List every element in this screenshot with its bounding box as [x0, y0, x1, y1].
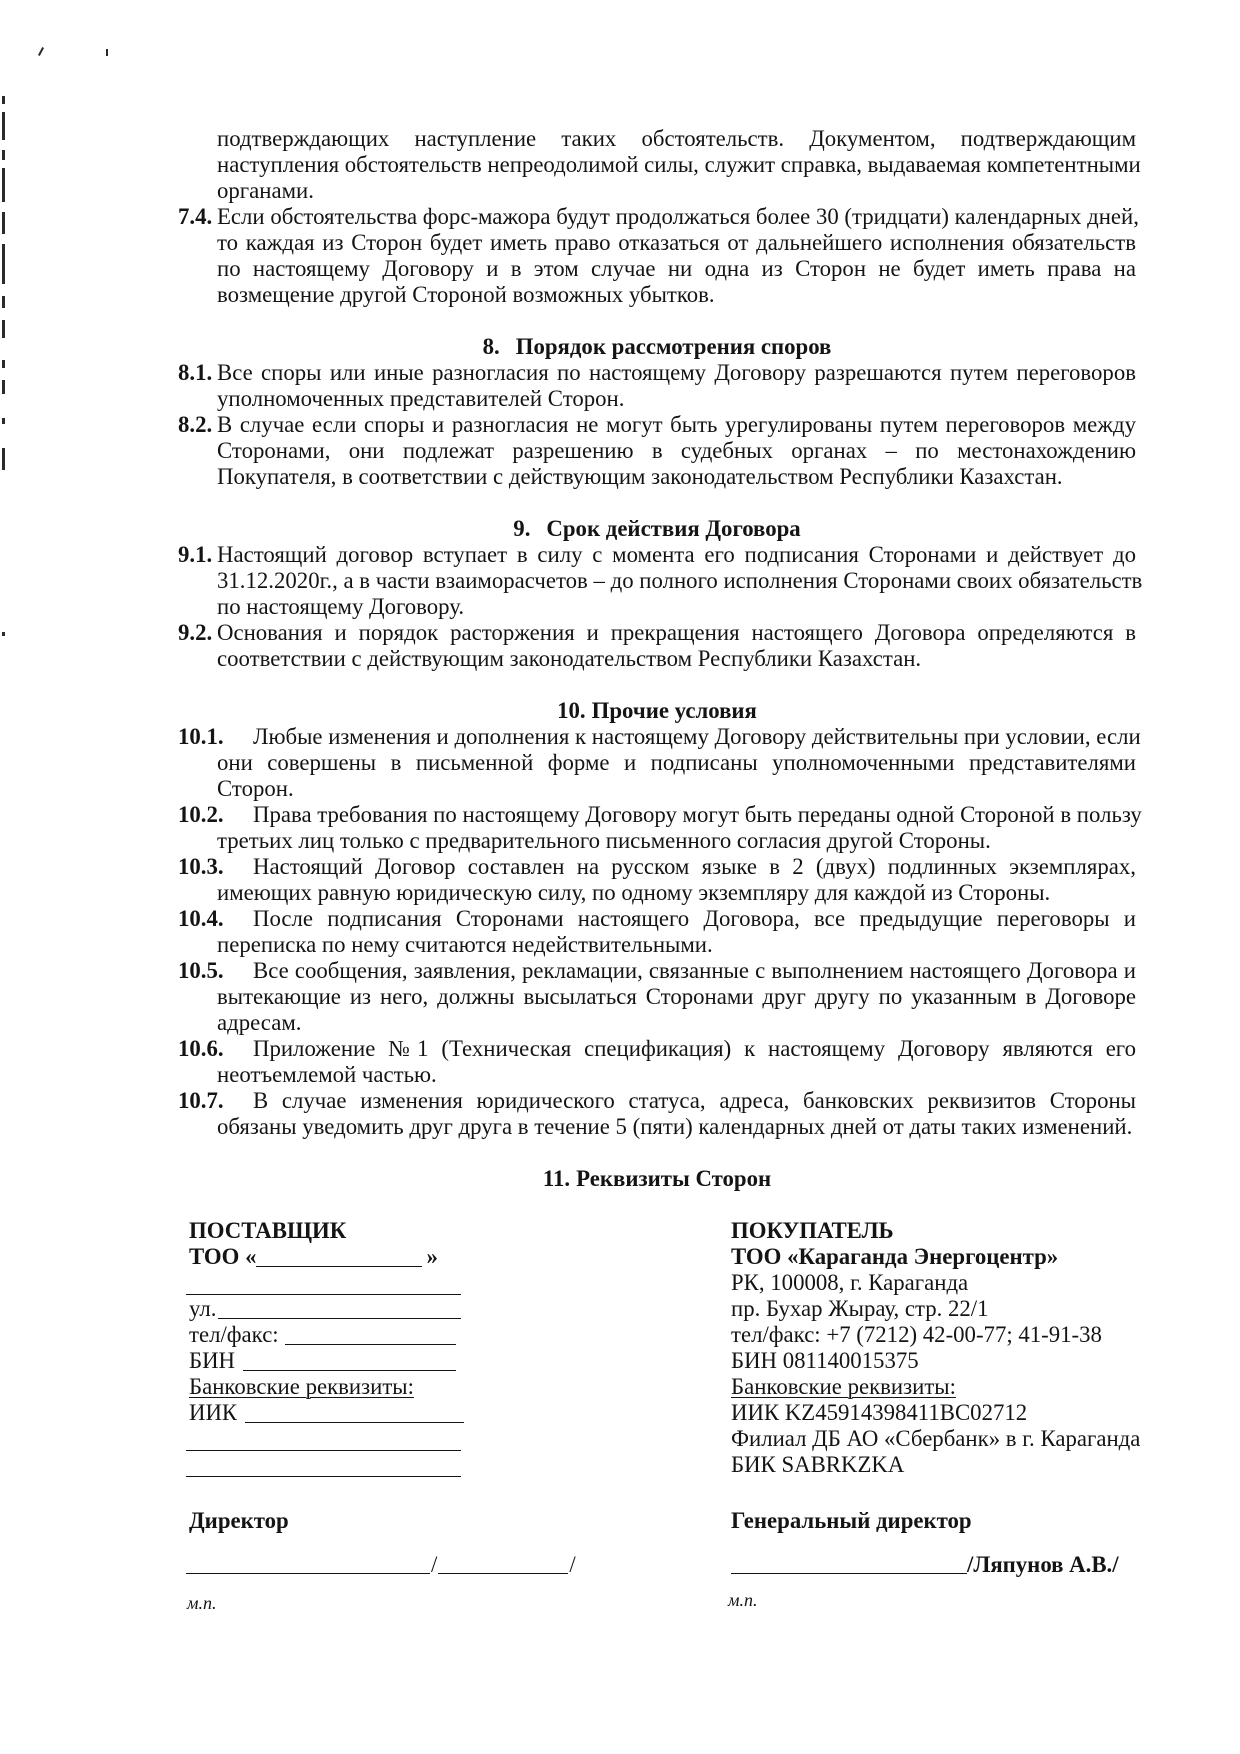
paragraph-line: 31.12.2020г., а в части взаиморасчетов – до полного исполнения Сторонами своих обязательств [217, 568, 1143, 593]
scan-mark [2, 112, 5, 140]
buyer-role: ПОКУПАТЕЛЬ [731, 1218, 894, 1243]
clause-8-2 [178, 412, 1136, 490]
supplier-signature-line [186, 1552, 577, 1578]
clause-number: 10.5. [178, 958, 224, 983]
buyer-signatory-name: /Ляпунов А.В./ [967, 1552, 1119, 1577]
scan-mark [2, 96, 5, 104]
blank-line [186, 1294, 461, 1295]
supplier-signatory-title: Директор [189, 1508, 289, 1533]
paragraph-line: подтверждающих наступление таких обстоятельств. Документом, подтверждающим [217, 126, 1136, 151]
paragraph-line: возмещение другой Стороной возможных убытков. [217, 282, 715, 307]
bin-label: БИН [189, 1348, 236, 1373]
section-heading-9 [178, 516, 1136, 542]
paragraph-line: Покупателя, в соответствии с действующим законодательством Республики Казахстан. [217, 464, 1063, 489]
buyer-signatory-title: Генеральный директор [731, 1508, 972, 1533]
scan-mark [2, 380, 5, 394]
paragraph-line: адресам. [217, 1010, 302, 1035]
section-heading-8 [178, 334, 1136, 360]
signature-slash: / [431, 1552, 438, 1577]
section-number: 11. [542, 1166, 571, 1191]
clause-number: 7.4. [178, 204, 213, 229]
clause-9-2 [178, 620, 1136, 672]
section-title: Реквизиты Сторон [576, 1166, 772, 1191]
paragraph-line: Основания и порядок расторжения и прекращения настоящего Договора определяются в [217, 620, 1136, 645]
supplier-company-row [189, 1244, 479, 1270]
section-heading-10 [178, 698, 1136, 724]
paragraph-line: соответствии с действующим законодательством Республики Казахстан. [217, 646, 922, 671]
signature-slash: / [569, 1552, 576, 1577]
phone-blank [285, 1328, 456, 1345]
bank-details-label: Банковские реквизиты: [731, 1374, 956, 1399]
scan-mark [2, 320, 5, 338]
buyer-company: ТОО «Караганда Энергоцентр» [731, 1244, 1059, 1269]
clause-number: 10.1. [178, 724, 224, 749]
buyer-address-line2: пр. Бухар Жырау, стр. 22/1 [731, 1296, 989, 1321]
paragraph-line: Настоящий Договор составлен на русском языке в 2 (двух) подлинных экземплярах, [253, 854, 1136, 879]
clause-number: 9.1. [178, 542, 213, 567]
paragraph-line: Приложение №1 (Техническая спецификация) к настоящему Договору являются его [253, 1036, 1136, 1061]
clause-number: 10.2. [178, 802, 224, 827]
paragraph-line: они совершены в письменной форме и подписаны уполномоченными представителями [217, 750, 1136, 775]
buyer-bank-name: Филиал ДБ АО «Сбербанк» в г. Караганда [731, 1426, 1141, 1451]
clause-10-3 [178, 854, 1136, 906]
iik-blank [245, 1406, 464, 1423]
section-title: Порядок рассмотрения споров [515, 334, 832, 359]
company-prefix: ТОО « [189, 1244, 257, 1269]
buyer-requisites [731, 1218, 1171, 1478]
street-blank [218, 1302, 461, 1319]
section-title: Срок действия Договора [546, 516, 801, 541]
buyer-phone: тел/факс: +7 (7212) 42-00-77; 41-91-38 [731, 1322, 1102, 1347]
clause-number: 10.7. [178, 1088, 224, 1113]
clause-10-1 [178, 724, 1141, 802]
street-label: ул. [189, 1296, 217, 1321]
paragraph-line: Любые изменения и дополнения к настоящему Договору действительны при условии, если [253, 724, 1141, 749]
section-heading-11 [178, 1166, 1136, 1192]
blank-line [186, 1476, 461, 1477]
clause-10-5 [178, 958, 1136, 1036]
clause-7-4 [178, 204, 1139, 308]
signature-blank [186, 1559, 430, 1574]
clause-number: 10.4. [178, 906, 224, 931]
paragraph-line: неотъемлемой частью. [217, 1062, 437, 1087]
scan-mark [38, 47, 44, 56]
buyer-iik: ИИК KZ45914398411BC02712 [731, 1400, 1028, 1425]
supplier-stamp-place: м.п. [187, 1593, 217, 1613]
buyer-bin: БИН 081140015375 [731, 1348, 919, 1373]
paragraph-line: В случае изменения юридического статуса, адреса, банковских реквизитов Стороны [253, 1088, 1136, 1113]
clause-number: 9.2. [178, 620, 213, 645]
paragraph-line: то каждая из Сторон будет иметь право отказаться от дальнейшего исполнения обязательств [217, 230, 1136, 255]
supplier-role: ПОСТАВЩИК [189, 1218, 347, 1243]
supplier-bin-row [189, 1348, 456, 1374]
signature-blank [731, 1559, 967, 1574]
clause-9-1 [178, 542, 1143, 620]
clause-8-1 [178, 360, 1136, 412]
name-blank [438, 1559, 568, 1574]
scan-mark [2, 296, 5, 308]
paragraph-line: После подписания Сторонами настоящего Договора, все предыдущие переговоры и [253, 906, 1136, 931]
iik-label: ИИК [189, 1400, 238, 1425]
paragraph-line: по настоящему Договору и в этом случае ни одна из Сторон не будет иметь права на [217, 256, 1136, 281]
section-number: 8. [482, 334, 500, 359]
paragraph-line: обязаны уведомить друг друга в течение 5 (пяти) календарных дней от даты таких изменений. [217, 1114, 1133, 1139]
paragraph-line: Все споры или иные разногласия по настоящему Договору разрешаются путем переговоров [217, 360, 1136, 385]
paragraph-line: В случае если споры и разногласия не могут быть урегулированы путем переговоров между [217, 412, 1136, 437]
supplier-phone-row [189, 1322, 456, 1348]
scan-mark [2, 632, 5, 636]
paragraph-line: Сторон. [217, 776, 294, 801]
contract-body [178, 126, 1143, 1192]
scan-mark [2, 418, 5, 424]
clause-10-2 [178, 802, 1142, 854]
buyer-signature-line [731, 1552, 1119, 1578]
scan-mark [2, 244, 5, 284]
scan-mark [2, 212, 5, 234]
paragraph-line: органами. [217, 178, 314, 203]
paragraph-line: Настоящий договор вступает в силу с момента его подписания Сторонами и действует до [217, 542, 1136, 567]
section-number: 10. [557, 698, 586, 723]
paragraph-line: уполномоченных представителей Сторон. [217, 386, 625, 411]
paragraph-line: вытекающие из него, должны высылаться Сторонами друг другу по указанным в Договоре [217, 984, 1136, 1009]
supplier-bank-row [189, 1374, 479, 1400]
bank-details-label: Банковские реквизиты: [189, 1374, 414, 1399]
paragraph-line: Права требования по настоящему Договору могут быть переданы одной Стороной в пользу [253, 802, 1142, 827]
paragraph-line: Если обстоятельства форс-мажора будут продолжаться более 30 (тридцати) календарных дней, [217, 204, 1139, 229]
bin-blank [243, 1354, 456, 1371]
clause-number: 8.1. [178, 360, 213, 385]
section-number: 9. [513, 516, 531, 541]
clause-number: 10.3. [178, 854, 224, 879]
scan-mark [106, 49, 108, 56]
paragraph-line: третьих лиц только с предварительного письменного согласия другой Стороны. [217, 828, 991, 853]
paragraph-line: Сторонами, они подлежат разрешению в судебных органах – по местонахождению [217, 438, 1136, 463]
supplier-street-row [189, 1296, 461, 1322]
clause-number: 10.6. [178, 1036, 224, 1061]
buyer-stamp-place: м.п. [728, 1590, 758, 1610]
clause-10-7 [178, 1088, 1136, 1140]
scan-mark [2, 360, 5, 368]
supplier-iik-row [189, 1400, 464, 1426]
clause-10-4 [178, 906, 1136, 958]
paragraph-line: по настоящему Договору. [217, 594, 465, 619]
phone-label: тел/факс: [189, 1322, 279, 1347]
clause-10-6 [178, 1036, 1136, 1088]
blank-line [186, 1450, 461, 1451]
paragraph-line: Все сообщения, заявления, рекламации, связанные с выполнением настоящего Договора и [253, 958, 1136, 983]
buyer-bik: БИК SABRKZKA [731, 1452, 905, 1477]
clause-number: 8.2. [178, 412, 213, 437]
buyer-bank-row [731, 1374, 1171, 1400]
scan-mark [2, 150, 5, 160]
paragraph-line: переписка по нему считаются недействительными. [217, 932, 713, 957]
buyer-address-line1: РК, 100008, г. Караганда [731, 1270, 969, 1295]
blank-row [189, 1452, 479, 1478]
scan-mark [2, 448, 5, 470]
supplier-requisites [189, 1218, 479, 1478]
company-name-blank [256, 1250, 422, 1267]
company-suffix: » [426, 1244, 438, 1269]
paragraph-line: имеющих равную юридическую силу, по одному экземпляру для каждой из Стороны. [217, 880, 1051, 905]
blank-row [189, 1426, 479, 1452]
scan-mark [2, 168, 5, 202]
section-title: Прочие условия [591, 698, 757, 723]
force-majeure-continuation [178, 126, 1141, 204]
blank-row [189, 1270, 479, 1296]
paragraph-line: наступления обстоятельств непреодолимой силы, служит справка, выдаваемая компетентными [217, 152, 1141, 177]
